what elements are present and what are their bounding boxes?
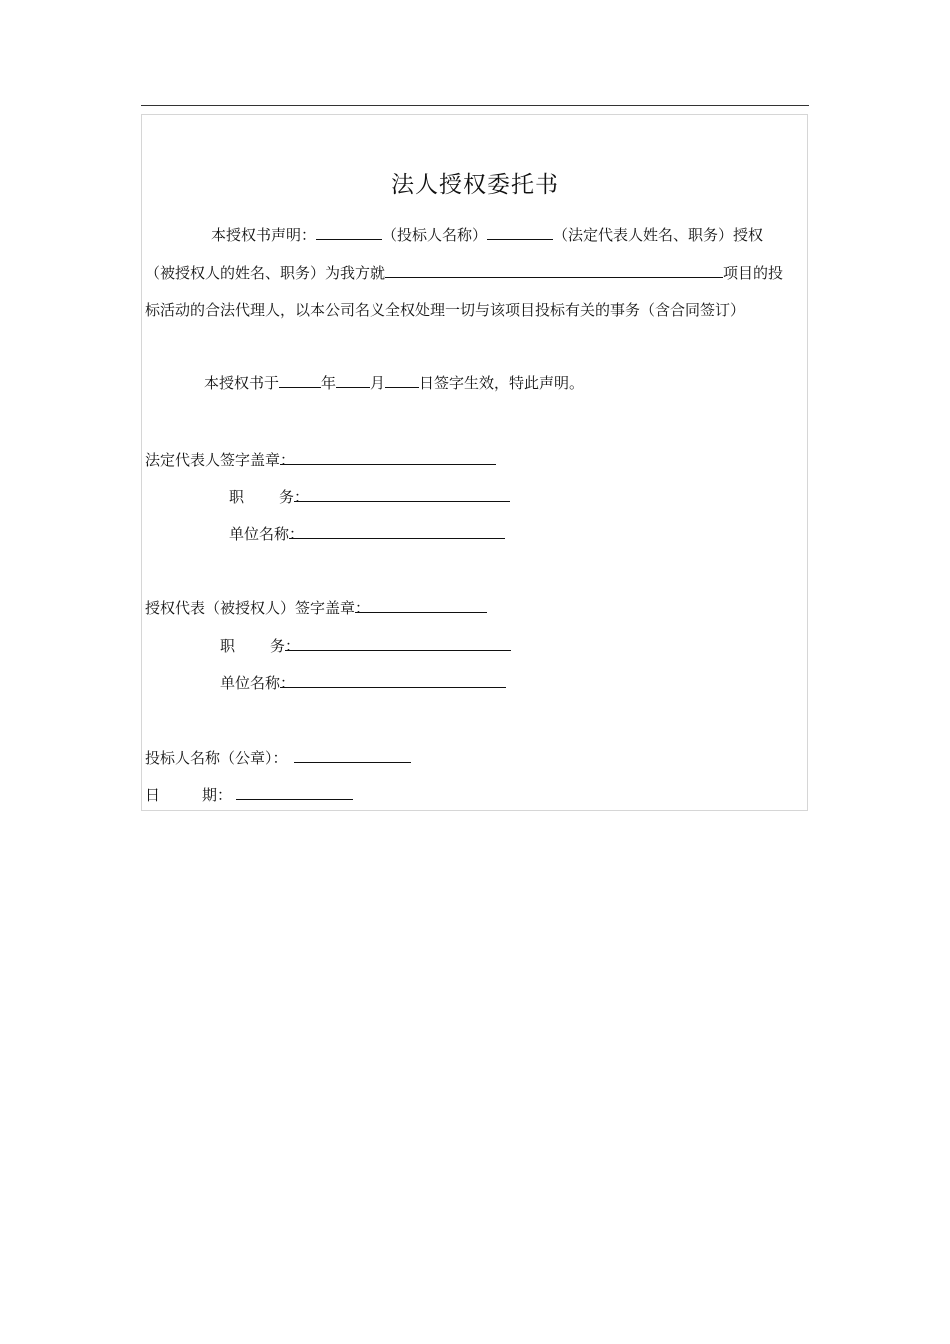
statement-line-3: 标活动的合法代理人，以本公司名义全权处理一切与该项目投标有关的事务（含合同签订）	[145, 301, 746, 319]
position-label-b: 务	[279, 488, 295, 506]
authorized-position-row	[220, 636, 511, 656]
effective-prefix: 本授权书于	[204, 374, 280, 392]
bidder-name-row	[145, 748, 411, 768]
unit-label: 单位名称	[220, 674, 281, 692]
effective-date-line	[204, 373, 584, 393]
statement-intro: 本授权书声明：	[211, 226, 317, 244]
statement-line-2	[145, 263, 783, 283]
legal-rep-sign-blank[interactable]	[280, 450, 496, 465]
authorized-sign-row	[145, 598, 487, 618]
authorized-hint: （被授权人的姓名、职务）为我方就	[145, 264, 386, 282]
year-blank[interactable]	[279, 373, 321, 388]
colon: ：	[289, 525, 305, 543]
colon: ：	[285, 637, 301, 655]
bidder-name-label: 投标人名称（公章）：	[145, 749, 288, 767]
statement-line-1	[211, 225, 763, 245]
day-blank[interactable]	[385, 373, 419, 388]
legal-rep-hint: （法定代表人姓名、职务）授权	[553, 226, 764, 244]
effective-suffix: 日签字生效，特此声明。	[419, 374, 585, 392]
colon: ：	[355, 599, 371, 617]
authorized-unit-blank[interactable]	[280, 673, 506, 688]
position-label-a: 职	[220, 637, 236, 655]
legal-rep-unit-row	[229, 524, 505, 544]
bidder-name-hint: （投标人名称）	[382, 226, 488, 244]
colon: ：	[294, 488, 310, 506]
date-blank[interactable]	[236, 785, 353, 800]
legal-rep-position-blank[interactable]	[294, 487, 510, 502]
authorized-sign-label: 授权代表（被授权人）签字盖章	[145, 599, 356, 617]
colon: ：	[280, 674, 296, 692]
bidder-seal-blank[interactable]	[294, 748, 411, 763]
legal-rep-sign-row	[145, 450, 496, 470]
date-label-a: 日	[145, 786, 161, 804]
page-title: 法人授权委托书	[391, 172, 559, 198]
legal-rep-unit-blank[interactable]	[289, 524, 505, 539]
project-suffix: 项目的投	[723, 264, 784, 282]
legal-rep-sign-label: 法定代表人签字盖章	[145, 451, 281, 469]
unit-label: 单位名称	[229, 525, 290, 543]
position-label-b: 务	[270, 637, 286, 655]
legal-rep-blank[interactable]	[487, 225, 553, 240]
colon: ：	[280, 451, 296, 469]
authorized-position-blank[interactable]	[285, 636, 511, 651]
year-label: 年	[321, 374, 337, 392]
date-row	[145, 785, 353, 805]
position-label-a: 职	[229, 488, 245, 506]
month-blank[interactable]	[336, 373, 370, 388]
date-label-b: 期：	[202, 786, 233, 804]
header-rule	[141, 105, 809, 106]
bidder-name-blank[interactable]	[316, 225, 382, 240]
legal-rep-position-row	[229, 487, 510, 507]
authorized-sign-blank[interactable]	[355, 598, 487, 613]
project-name-blank[interactable]	[385, 263, 723, 278]
authorized-unit-row	[220, 673, 506, 693]
month-label: 月	[370, 374, 386, 392]
